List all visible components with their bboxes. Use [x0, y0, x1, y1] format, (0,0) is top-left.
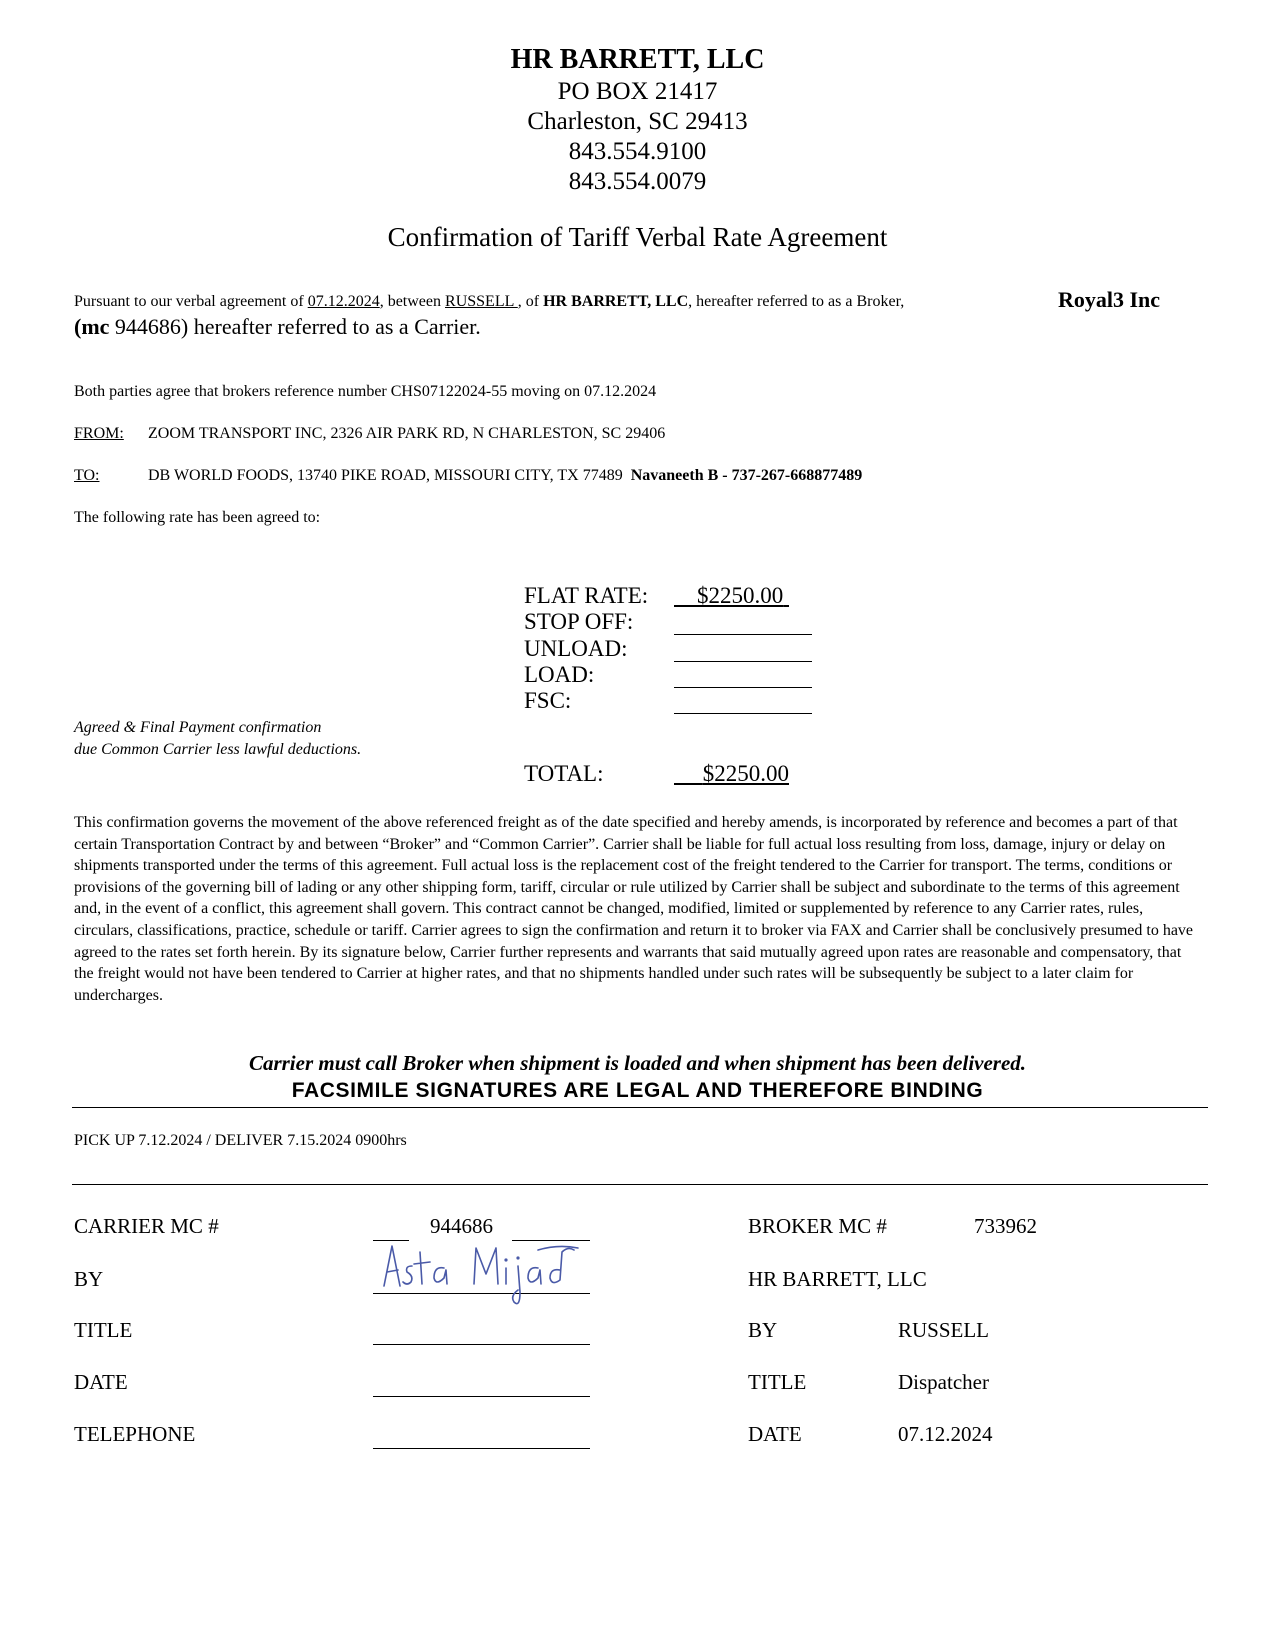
- intro-text: , hereafter referred to as a Broker,: [688, 293, 905, 310]
- carrier-by-label: BY: [74, 1267, 104, 1291]
- company-name: HR BARRETT, LLC: [510, 44, 765, 75]
- intro-text: , between: [379, 293, 446, 310]
- divider-top: [72, 1107, 1208, 1108]
- unload-line: [674, 661, 812, 662]
- load-label: LOAD:: [524, 662, 595, 687]
- terms-paragraph: This confirmation governs the movement of the above referenced freight as of the date specified and hereby amends, is incorporated by reference and becomes a part of that certain Transportation Contract by and between “Broker” and “Common Carrier”. Carrier shall be liable for full actual loss resulting from loss, damage, injury or delay on shipments transported under the terms of this agreement. Full actual loss is the replacement cost of the freight tendered to the Carrier for transport. The terms, conditions or provisions of the governing bill of lading or any other shipping form, tariff, circular or rule utilized by Carrier shall be subject and subordinate to the terms of this agreement and, in the event of a conflict, this agreement shall govern. This contract cannot be changed, modified, limited or supplemented by reference to any Carrier rates, rules, circulars, classifications, practice, schedule or tariff. Carrier agrees to sign the confirmation and return it to broker via FAX and Carrier shall be conclusively presumed to have agreed to the rates set forth herein. By its signature below, Carrier further represents and warrants that said mutually agreed upon rates are reasonable and compensatory, that the freight would not have been tendered to Carrier at higher rates, and that no shipments handled under such rates will be subsequently be subject to a later claim for undercharges.: [74, 814, 1194, 1004]
- mc-prefix: (mc: [74, 314, 110, 339]
- load-line: [674, 687, 812, 688]
- to-label: TO:: [74, 467, 100, 484]
- divider-bottom: [72, 1184, 1208, 1185]
- from-value: ZOOM TRANSPORT INC, 2326 AIR PARK RD, N CHARLESTON, SC 29406: [148, 425, 666, 442]
- fsc-label: FSC:: [524, 688, 572, 713]
- broker-by-value: RUSSELL: [898, 1318, 990, 1342]
- unload-label: UNLOAD:: [524, 636, 628, 661]
- carrier-mc-value: 944686: [430, 1214, 493, 1238]
- to-contact: Navaneeth B - 737-267-668877489: [630, 467, 863, 484]
- document-title: Confirmation of Tariff Verbal Rate Agreement: [387, 222, 888, 252]
- broker-by-label: BY: [748, 1318, 778, 1342]
- fsc-line: [674, 713, 812, 714]
- pickup-line: PICK UP 7.12.2024 / DELIVER 7.15.2024 0900hrs: [74, 1132, 407, 1149]
- broker-mc-value: 733962: [974, 1214, 1037, 1238]
- signature-image: [378, 1240, 598, 1315]
- payment-note-2: due Common Carrier less lawful deductions.: [74, 741, 362, 758]
- total-label: TOTAL:: [524, 761, 604, 786]
- broker-name: HR BARRETT, LLC: [543, 293, 689, 310]
- stop-off-line: [674, 634, 812, 635]
- broker-date-label: DATE: [748, 1422, 802, 1446]
- intro-text: Pursuant to our verbal agreement of: [74, 293, 308, 310]
- reference-line: Both parties agree that brokers reference number CHS07122024-55 moving on 07.12.2024: [74, 383, 657, 400]
- phone-1: 843.554.9100: [568, 138, 707, 165]
- stop-off-label: STOP OFF:: [524, 609, 634, 634]
- agreement-date: 07.12.2024: [307, 293, 380, 310]
- broker-date-value: 07.12.2024: [898, 1422, 993, 1446]
- to-value: [148, 467, 862, 485]
- broker-title-value: Dispatcher: [898, 1370, 989, 1394]
- carrier-title-label: TITLE: [74, 1318, 133, 1342]
- agent-name: RUSSELL: [445, 293, 518, 310]
- phone-2: 843.554.0079: [568, 168, 707, 195]
- from-label: FROM:: [74, 425, 124, 442]
- city-state-zip: Charleston, SC 29413: [527, 108, 748, 135]
- intro-line-2: [74, 314, 481, 340]
- carrier-mc-text: 944686) hereafter referred to as a Carrier.: [109, 314, 481, 339]
- rate-intro: The following rate has been agreed to:: [74, 509, 321, 526]
- po-box: PO BOX 21417: [557, 78, 718, 105]
- carrier-name: Royal3 Inc: [1058, 287, 1161, 312]
- carrier-mc-label: CARRIER MC #: [74, 1214, 219, 1238]
- carrier-telephone-line[interactable]: [373, 1448, 590, 1449]
- intro-text: , of: [517, 293, 544, 310]
- broker-mc-label: BROKER MC #: [748, 1214, 887, 1238]
- notice-fax: FACSIMILE SIGNATURES ARE LEGAL AND THEREFORE BINDING: [291, 1079, 984, 1102]
- carrier-date-label: DATE: [74, 1370, 128, 1394]
- carrier-date-line[interactable]: [373, 1396, 590, 1397]
- broker-title-label: TITLE: [748, 1370, 807, 1394]
- intro-line-1: [74, 293, 904, 311]
- flat-rate-value: $2250.00: [697, 583, 784, 608]
- flat-rate-label: FLAT RATE:: [524, 583, 649, 608]
- payment-note-1: Agreed & Final Payment confirmation: [74, 719, 322, 736]
- to-address: DB WORLD FOODS, 13740 PIKE ROAD, MISSOURI CITY, TX 77489: [148, 467, 623, 484]
- carrier-telephone-label: TELEPHONE: [74, 1422, 196, 1446]
- broker-company: HR BARRETT, LLC: [748, 1267, 927, 1291]
- carrier-title-line[interactable]: [373, 1344, 590, 1345]
- notice-call: Carrier must call Broker when shipment is loaded and when shipment has been delivered.: [248, 1051, 1027, 1075]
- total-value: $2250.00: [702, 761, 789, 786]
